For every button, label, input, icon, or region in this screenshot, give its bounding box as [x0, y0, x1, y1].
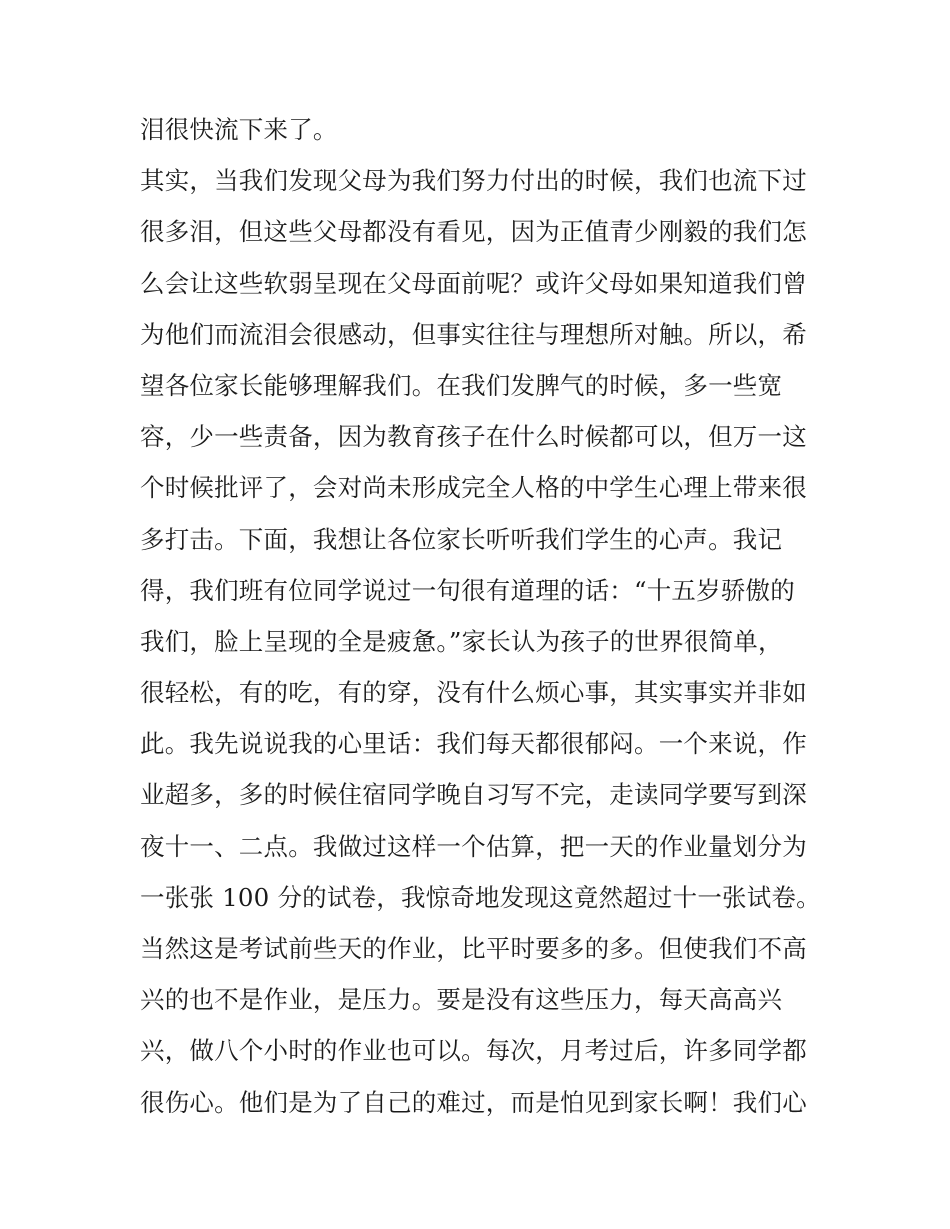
- text-line: 么会让这些软弱呈现在父母面前呢？或许父母如果知道我们曾: [140, 268, 807, 298]
- text-line: 望各位家长能够理解我们。在我们发脾气的时候，多一些宽: [140, 370, 783, 400]
- text-line: 兴的也不是作业，是压力。要是没有这些压力，每天高高兴: [140, 985, 783, 1015]
- text-line: 业超多，多的时候住宿同学晚自习写不完，走读同学要写到深: [140, 780, 807, 810]
- text-line: 个时候批评了，会对尚未形成完全人格的中学生心理上带来很: [140, 473, 807, 503]
- text-line: 其实，当我们发现父母为我们努力付出的时候，我们也流下过: [140, 166, 807, 196]
- text-line: 我们，脸上呈现的全是疲惫。”家长认为孩子的世界很简单，: [140, 626, 783, 656]
- text-line: 多打击。下面，我想让各位家长听听我们学生的心声。我记: [140, 524, 783, 554]
- body-text: [140, 104, 820, 1128]
- text-line: 得，我们班有位同学说过一句很有道理的话：“十五岁骄傲的: [140, 575, 795, 605]
- text-line: 此。我先说说我的心里话：我们每天都很郁闷。一个来说，作: [140, 729, 807, 759]
- text-line: 泪很快流下来了。: [140, 115, 338, 144]
- text-line: 很多泪，但这些父母都没有看见，因为正值青少刚毅的我们怎: [140, 217, 807, 247]
- text-line: 夜十一、二点。我做过这样一个估算，把一天的作业量划分为: [140, 831, 807, 861]
- text-line: 当然这是考试前些天的作业，比平时要多的多。但使我们不高: [140, 934, 807, 963]
- text-line: 很伤心。他们是为了自己的难过，而是怕见到家长啊！我们心: [140, 1087, 807, 1117]
- text-line: 为他们而流泪会很感动，但事实往往与理想所对触。所以，希: [140, 319, 807, 349]
- text-line: 很轻松，有的吃，有的穿，没有什么烦心事，其实事实并非如: [140, 678, 807, 708]
- text-line: 容，少一些责备，因为教育孩子在什么时候都可以，但万一这: [140, 422, 807, 452]
- text-line: 一张张 100 分的试卷，我惊奇地发现这竟然超过十一张试卷。: [140, 882, 821, 912]
- text-line: 兴，做八个小时的作业也可以。每次，月考过后，许多同学都: [140, 1036, 807, 1066]
